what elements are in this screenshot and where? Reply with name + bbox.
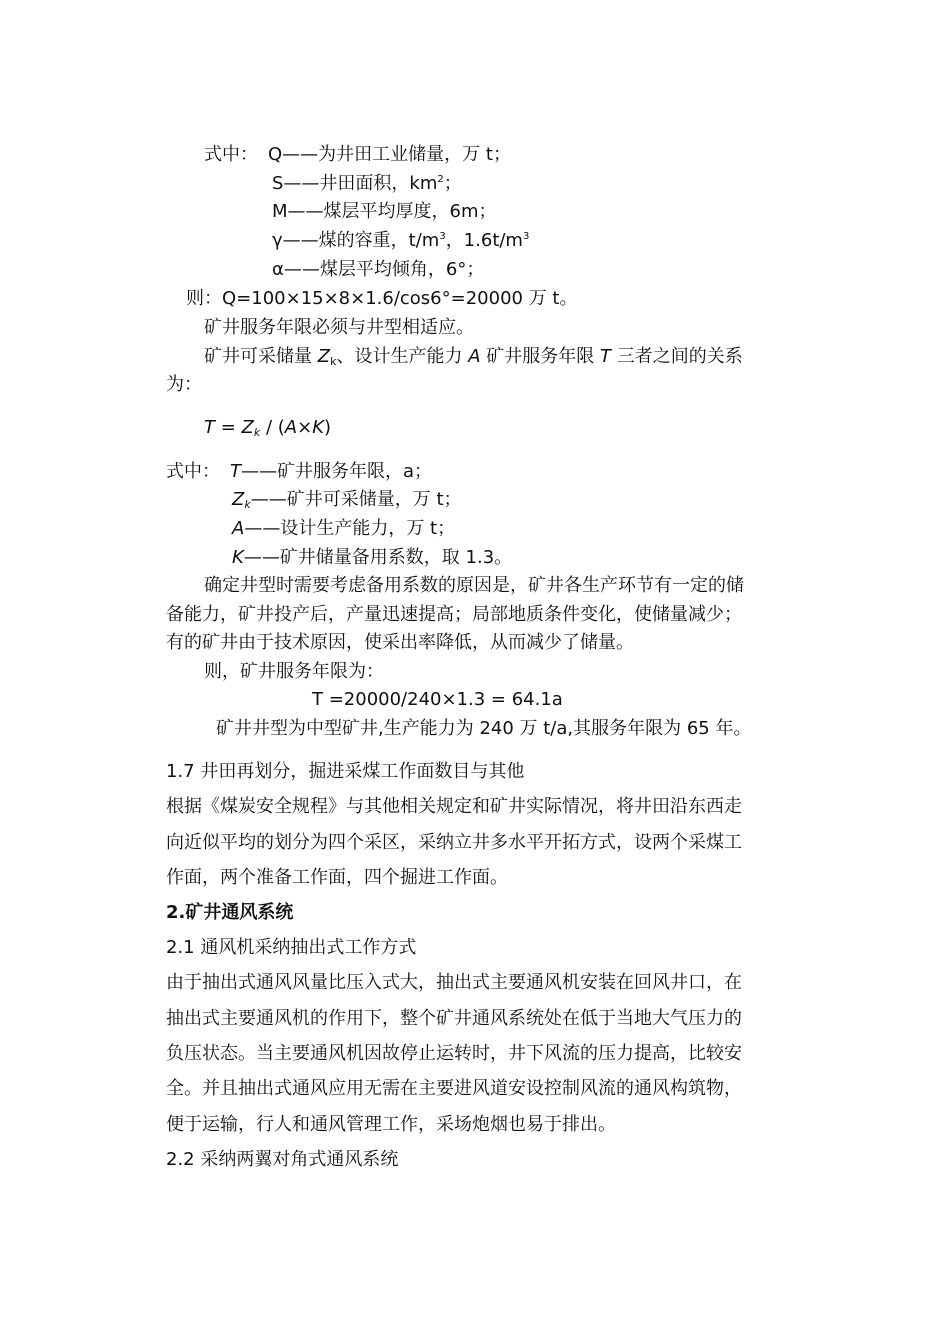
section-1-7-line1: 根据《煤炭安全规程》与其他相关规定和矿井实际情况，将井田沿东西走 <box>166 796 742 817</box>
heading-2-1: 2.1 通风机采纳抽出式工作方式 <box>166 937 417 958</box>
heading-1-7: 1.7 井田再划分，掘进采煤工作面数目与其他 <box>166 761 525 782</box>
section-2-1-line3: 负压状态。当主要通风机因故停止运转时，井下风流的压力提高，比较安 <box>166 1043 742 1064</box>
reason-paragraph-line2: 备能力，矿井投产后，产量迅速提高；局部地质条件变化，使储量减少； <box>166 604 742 625</box>
section-2-1-line2: 抽出式主要通风机的作用下，整个矿井通风系统处在低于当地大气压力的 <box>166 1008 742 1029</box>
formula1-label: 式中： <box>204 144 258 165</box>
section-2-1-line1: 由于抽出式通风风量比压入式大，抽出式主要通风机安装在回风井口，在 <box>166 972 742 993</box>
defs2-label: 式中： <box>166 461 220 482</box>
def-s: S——井田面积，$km^2$； <box>272 173 462 194</box>
reason-paragraph-line1: 确定井型时需要考虑备用系数的原因是，矿井各生产环节有一定的储 <box>204 575 744 596</box>
def-alpha: α——煤层平均倾角，6°； <box>272 259 485 280</box>
section-1-7-line2: 向近似平均的划分为四个采区，采纳立井多水平开拓方式，设两个采煤工 <box>166 832 742 853</box>
def-a: A——设计生产能力，万 t； <box>232 518 456 539</box>
def-m: M——煤层平均厚度，6m； <box>272 201 497 222</box>
formula3: T =20000/240×1.3 = 64.1a <box>312 689 563 710</box>
formula2: $T = Z_k / (A\times K)$ <box>204 417 332 439</box>
conclusion-paragraph: 矿井井型为中型矿井,生产能力为 240 万 t/a,其服务年限为 65 年。 <box>216 718 752 739</box>
def-zk: $Z_k——$矿井可采储量，万 t； <box>232 489 462 511</box>
heading-2-2: 2.2 采纳两翼对角式通风系统 <box>166 1149 399 1170</box>
section-1-7-line3: 作面，两个准备工作面，四个掘进工作面。 <box>166 867 508 888</box>
heading-2: 2.矿井通风系统 <box>166 902 294 923</box>
section-2-1-line5: 便于运输，行人和通风管理工作，采场炮烟也易于排出。 <box>166 1114 616 1135</box>
relation-paragraph-line1: 矿井可采储量 $Z_k$、设计生产能力 A 矿井服务年限 T 三者之间的关系 <box>204 346 743 368</box>
def-k: K——矿井储量备用系数，取 1.3。 <box>232 547 513 568</box>
service-match-paragraph: 矿井服务年限必须与井型相适应。 <box>204 317 474 338</box>
def-gamma: γ——煤的容重，$t/m^3$，$1.6t/m^3$ <box>272 230 530 251</box>
relation-paragraph-line2: 为： <box>166 374 202 395</box>
formula1-result: 则：Q=100×15×8×1.6/cos6°=20000 万 t。 <box>186 288 578 309</box>
then-paragraph: 则，矿井服务年限为： <box>204 661 384 682</box>
def-q: Q——为井田工业储量，万 t； <box>268 144 511 165</box>
def-t: T——矿井服务年限，a； <box>230 461 433 482</box>
section-2-1-line4: 全。并且抽出式通风应用无需在主要进风道安设控制风流的通风构筑物， <box>166 1078 742 1099</box>
reason-paragraph-line3: 有的矿井由于技术原因，使采出率降低，从而减少了储量。 <box>166 632 634 653</box>
